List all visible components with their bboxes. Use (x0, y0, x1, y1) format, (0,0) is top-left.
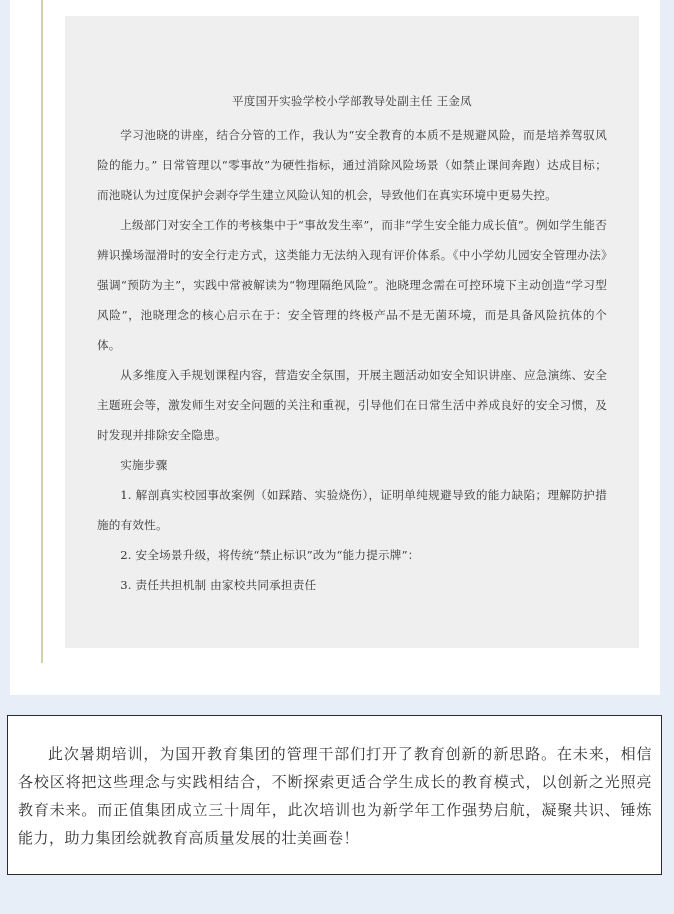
summary-box (7, 715, 662, 875)
step-item: 3. 责任共担机制 由家校共同承担责任 (120, 578, 317, 592)
steps-heading: 实施步骤 (120, 458, 168, 472)
accent-bar (41, 0, 43, 663)
step-item: 1. 解剖真实校园事故案例（如踩踏、实验烧伤），证明单纯规避导致的能力缺陷；理解防护措施的有效性。 (97, 488, 607, 532)
document-paragraph: 从多维度入手规划课程内容，营造安全氛围，开展主题活动如安全知识讲座、应急演练、安全主题班会等，激发师生对安全问题的关注和重视，引导他们在日常生活中养成良好的安全习惯，及时发现并排除安全隐患。 (97, 368, 607, 442)
scanned-document-image (65, 16, 639, 648)
section-gap (0, 695, 674, 715)
document-paragraph: 学习池晓的讲座，结合分管的工作，我认为“安全教育的本质不是规避风险，而是培养驾驭风险的能力。” 日常管理以“零事故”为硬性指标，通过消除风险场景（如禁止课间奔跑）达成目标；而池晓认为过度保护会剥夺学生建立风险认知的机会，导致他们在真实环境中更易失控。 (97, 128, 607, 202)
document-body (97, 120, 607, 600)
summary-text: 此次暑期培训，为国开教育集团的管理干部们打开了教育创新的新思路。在未来，相信各校区将把这些理念与实践相结合，不断探索更适合学生成长的教育模式，以创新之光照亮教育未来。而正值集团成立三十周年，此次培训也为新学年工作强势启航，凝聚共识、锤炼能力，助力集团绘就教育高质量发展的壮美画卷！ (18, 745, 652, 847)
document-title: 平度国开实验学校小学部教导处副主任 王金凤 (232, 94, 472, 108)
step-item: 2. 安全场景升级，将传统“禁止标识”改为“能力提示牌”： (120, 548, 420, 562)
article-card (10, 0, 660, 695)
document-paragraph: 上级部门对安全工作的考核集中于“事故发生率”，而非“学生安全能力成长值”。例如学生能否辨识操场湿滑时的安全行走方式，这类能力无法纳入现有评价体系。《中小学幼儿园安全管理办法》强调“预防为主”，实践中常被解读为“物理隔绝风险”。池晓理念需在可控环境下主动创造“学习型风险”，池晓理念的核心启示在于：安全管理的终极产品不是无菌环境，而是具备风险抗体的个体。 (97, 218, 607, 352)
